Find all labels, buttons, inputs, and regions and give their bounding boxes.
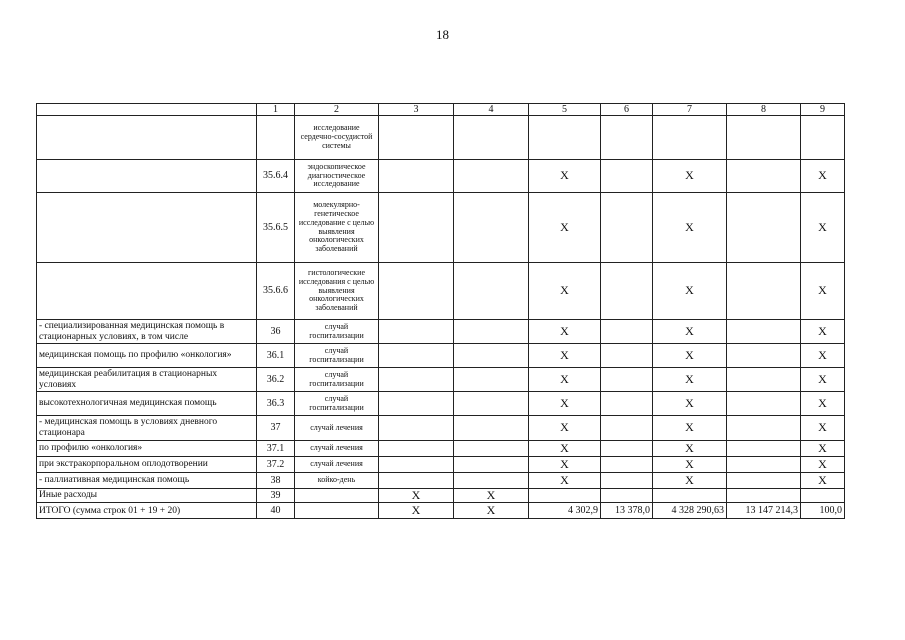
table-cell: X <box>653 457 727 473</box>
table-cell: 38 <box>257 473 295 489</box>
table-cell <box>801 116 845 160</box>
table-cell: медицинская помощь по профилю «онкология» <box>37 344 257 368</box>
table-cell <box>257 116 295 160</box>
table-cell <box>454 193 529 263</box>
table-cell <box>454 416 529 441</box>
table-cell <box>37 160 257 193</box>
table-cell <box>727 392 801 416</box>
table-cell <box>653 116 727 160</box>
table-cell <box>454 441 529 457</box>
table-cell: случай лечения <box>295 416 379 441</box>
table-cell <box>727 473 801 489</box>
table-cell <box>727 160 801 193</box>
table-cell: по профилю «онкология» <box>37 441 257 457</box>
table-cell: X <box>529 368 601 392</box>
table-cell: X <box>379 489 454 503</box>
table-cell: X <box>801 193 845 263</box>
table-cell: X <box>801 344 845 368</box>
table-cell: случай госпитализации <box>295 344 379 368</box>
table-cell: X <box>653 416 727 441</box>
table-cell <box>601 116 653 160</box>
table-cell <box>727 457 801 473</box>
table-row <box>37 193 845 263</box>
table-cell <box>379 473 454 489</box>
table-cell <box>801 489 845 503</box>
table-cell: - паллиативная медицинская помощь <box>37 473 257 489</box>
table-cell <box>379 368 454 392</box>
table-cell <box>454 457 529 473</box>
table-cell <box>454 473 529 489</box>
table-cell: 35.6.5 <box>257 193 295 263</box>
table-cell <box>454 368 529 392</box>
table-cell <box>379 457 454 473</box>
table-cell <box>601 489 653 503</box>
table-cell: 36 <box>257 320 295 344</box>
table-cell <box>454 392 529 416</box>
table-cell: 37.2 <box>257 457 295 473</box>
table-cell <box>727 320 801 344</box>
table-cell <box>601 441 653 457</box>
table-cell: X <box>454 503 529 519</box>
header-cell: 6 <box>601 104 653 116</box>
table-cell <box>653 489 727 503</box>
table-header-row <box>37 104 845 116</box>
table-cell <box>379 193 454 263</box>
table-cell: 4 302,9 <box>529 503 601 519</box>
table-row <box>37 368 845 392</box>
table-cell: 13 378,0 <box>601 503 653 519</box>
table-cell: медицинская реабилитация в стационарных условиях <box>37 368 257 392</box>
table-cell: X <box>529 263 601 320</box>
table-cell <box>727 368 801 392</box>
table-cell <box>379 320 454 344</box>
table-cell: при экстракорпоральном оплодотворении <box>37 457 257 473</box>
table-cell: X <box>653 344 727 368</box>
table-cell: X <box>801 457 845 473</box>
table-row <box>37 160 845 193</box>
table-cell: X <box>801 392 845 416</box>
table-cell <box>454 160 529 193</box>
table-cell <box>727 263 801 320</box>
table-cell <box>37 263 257 320</box>
table-cell: 36.3 <box>257 392 295 416</box>
table-cell: X <box>801 416 845 441</box>
page-number: 18 <box>436 27 449 42</box>
table-cell: - медицинская помощь в условиях дневного стационара <box>37 416 257 441</box>
data-table <box>36 103 845 519</box>
table-cell <box>379 441 454 457</box>
table-cell: X <box>454 489 529 503</box>
table-cell: 37 <box>257 416 295 441</box>
table-cell <box>454 263 529 320</box>
table-cell <box>379 392 454 416</box>
table-cell <box>727 441 801 457</box>
table-cell <box>727 193 801 263</box>
table-cell: 37.1 <box>257 441 295 457</box>
table-row <box>37 416 845 441</box>
table-cell <box>295 489 379 503</box>
table-cell: X <box>653 320 727 344</box>
table-cell <box>37 193 257 263</box>
table-cell: Иные расходы <box>37 489 257 503</box>
table-cell: X <box>529 416 601 441</box>
table-row <box>37 263 845 320</box>
header-cell: 9 <box>801 104 845 116</box>
table-cell <box>529 489 601 503</box>
table-row <box>37 489 845 503</box>
table-cell <box>37 116 257 160</box>
table-cell <box>601 368 653 392</box>
table-cell: X <box>529 160 601 193</box>
table-cell <box>295 503 379 519</box>
table-cell: X <box>653 368 727 392</box>
table-cell: гистологические исследования с целью выявления онкологических заболеваний <box>295 263 379 320</box>
table-row <box>37 473 845 489</box>
header-cell: 4 <box>454 104 529 116</box>
table-cell: X <box>801 320 845 344</box>
table-cell: случай госпитализации <box>295 320 379 344</box>
table-cell <box>379 116 454 160</box>
header-cell: 5 <box>529 104 601 116</box>
header-cell: 7 <box>653 104 727 116</box>
table-cell: 35.6.6 <box>257 263 295 320</box>
table-cell: 13 147 214,3 <box>727 503 801 519</box>
table-cell: X <box>653 441 727 457</box>
table-cell <box>601 473 653 489</box>
table-row <box>37 116 845 160</box>
table-row <box>37 320 845 344</box>
table-row <box>37 457 845 473</box>
table-row <box>37 503 845 519</box>
table-cell: X <box>529 441 601 457</box>
header-cell: 1 <box>257 104 295 116</box>
table-cell <box>727 344 801 368</box>
table-cell <box>454 320 529 344</box>
table-cell: эндоскопическое диагностическое исследование <box>295 160 379 193</box>
table-cell: X <box>801 160 845 193</box>
table-cell: случай лечения <box>295 457 379 473</box>
table-cell: 36.1 <box>257 344 295 368</box>
header-cell <box>37 104 257 116</box>
table-cell: 35.6.4 <box>257 160 295 193</box>
table-cell <box>601 344 653 368</box>
table-cell <box>601 263 653 320</box>
table-cell <box>454 344 529 368</box>
table-cell <box>601 320 653 344</box>
table-cell <box>601 457 653 473</box>
table-cell <box>529 116 601 160</box>
table-cell <box>601 416 653 441</box>
header-cell: 2 <box>295 104 379 116</box>
table-cell <box>379 160 454 193</box>
table-cell: случай госпитализации <box>295 368 379 392</box>
table-cell: случай госпитализации <box>295 392 379 416</box>
table-cell: X <box>529 320 601 344</box>
table-cell <box>601 193 653 263</box>
table-cell: X <box>653 473 727 489</box>
table-cell: высокотехнологичная медицинская помощь <box>37 392 257 416</box>
table-cell <box>454 116 529 160</box>
table-cell: X <box>653 193 727 263</box>
table-row <box>37 441 845 457</box>
table-cell: 36.2 <box>257 368 295 392</box>
table-cell <box>727 489 801 503</box>
table-cell <box>379 263 454 320</box>
table-cell: X <box>529 392 601 416</box>
table-cell <box>379 416 454 441</box>
table-row <box>37 344 845 368</box>
table-cell <box>379 344 454 368</box>
table-cell: койко-день <box>295 473 379 489</box>
table-cell: X <box>653 392 727 416</box>
table-cell: молекулярно-генетическое исследование с целью выявления онкологических заболеваний <box>295 193 379 263</box>
table-cell: 39 <box>257 489 295 503</box>
table-cell: X <box>379 503 454 519</box>
table-cell: исследование сердечно-сосудистой системы <box>295 116 379 160</box>
table-cell: X <box>801 368 845 392</box>
table-cell: X <box>529 193 601 263</box>
table-cell: ИТОГО (сумма строк 01 + 19 + 20) <box>37 503 257 519</box>
table-cell: X <box>801 263 845 320</box>
table-cell <box>727 116 801 160</box>
table-cell: X <box>529 344 601 368</box>
table-cell: X <box>529 473 601 489</box>
table-cell: 40 <box>257 503 295 519</box>
table-cell: X <box>653 263 727 320</box>
table-cell: - специализированная медицинская помощь в стационарных условиях, в том числе <box>37 320 257 344</box>
header-cell: 8 <box>727 104 801 116</box>
table-cell: X <box>653 160 727 193</box>
table-cell: 4 328 290,63 <box>653 503 727 519</box>
header-cell: 3 <box>379 104 454 116</box>
table-cell: 100,0 <box>801 503 845 519</box>
table-cell <box>727 416 801 441</box>
table-cell: X <box>529 457 601 473</box>
table-cell: случай лечения <box>295 441 379 457</box>
table-cell <box>601 160 653 193</box>
table-cell: X <box>801 473 845 489</box>
table-cell <box>601 392 653 416</box>
table-row <box>37 392 845 416</box>
table-cell: X <box>801 441 845 457</box>
